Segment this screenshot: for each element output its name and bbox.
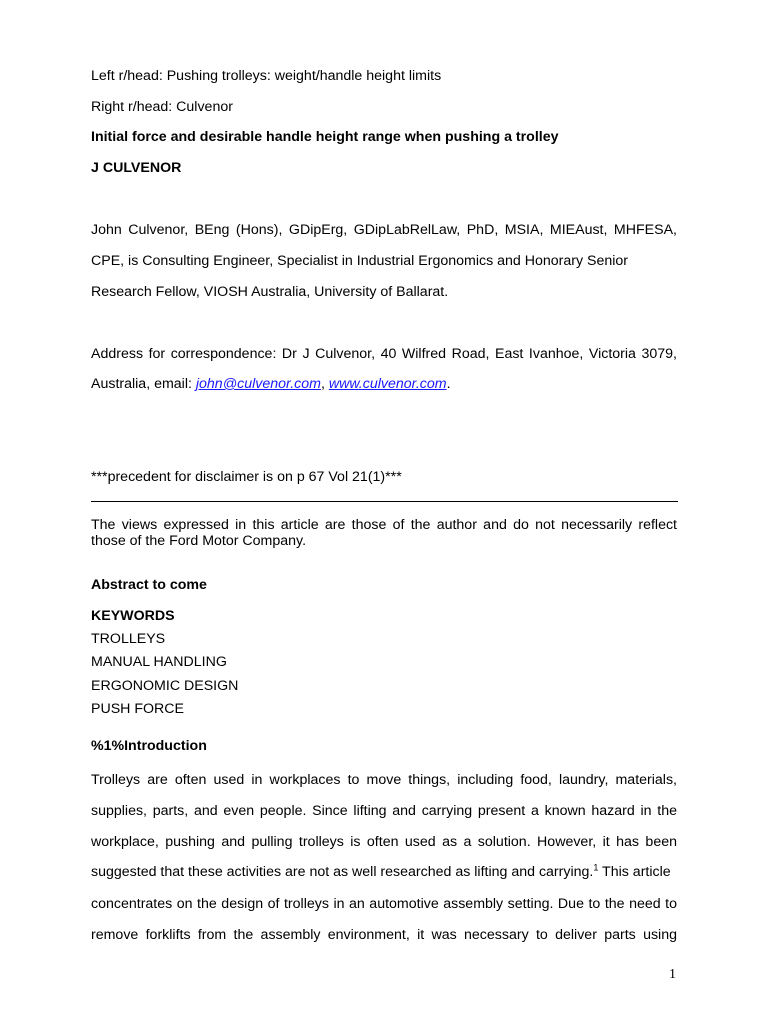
disclaimer-line-1: The views expressed in this article are those of the author and do not necessarily reflect xyxy=(91,517,677,533)
page-number: 1 xyxy=(669,967,676,982)
keyword-item: ERGONOMIC DESIGN xyxy=(91,678,239,694)
address-line-2 xyxy=(91,375,451,393)
footnote-reference: 1 xyxy=(593,862,599,873)
address-suffix: . xyxy=(446,376,451,392)
intro-line-4-text: suggested that these activities are not as well researched as lifting and carrying. xyxy=(91,864,594,880)
email-link[interactable]: john@culvenor.com xyxy=(195,376,321,392)
intro-line-1: Trolleys are often used in workplaces to move things, including food, laundry, materials, xyxy=(91,772,677,788)
bio-line-3: Research Fellow, VIOSH Australia, University of Ballarat. xyxy=(91,284,449,300)
right-running-head: Right r/head: Culvenor xyxy=(91,99,233,115)
address-prefix: Australia, email: xyxy=(91,376,196,392)
intro-line-4-tail: This article xyxy=(598,864,671,880)
section-heading: %1%Introduction xyxy=(91,738,207,754)
intro-line-6: remove forklifts from the assembly environment, it was necessary to deliver parts using xyxy=(91,927,677,943)
bio-line-1: John Culvenor, BEng (Hons), GDipErg, GDipLabRelLaw, PhD, MSIA, MIEAust, MHFESA, xyxy=(91,222,677,238)
intro-line-2: supplies, parts, and even people. Since lifting and carrying present a known hazard in the xyxy=(91,803,677,819)
keyword-item: TROLLEYS xyxy=(91,631,166,647)
keyword-item: MANUAL HANDLING xyxy=(91,654,227,670)
website-link[interactable]: www.culvenor.com xyxy=(328,376,447,392)
abstract-heading: Abstract to come xyxy=(91,577,207,593)
article-title: Initial force and desirable handle height range when pushing a trolley xyxy=(91,129,559,145)
keywords-heading: KEYWORDS xyxy=(91,608,175,624)
intro-line-4 xyxy=(91,863,671,881)
author-name: J CULVENOR xyxy=(91,160,182,176)
left-running-head: Left r/head: Pushing trolleys: weight/handle height limits xyxy=(91,68,442,84)
disclaimer-line-2: those of the Ford Motor Company. xyxy=(91,533,307,549)
keyword-item: PUSH FORCE xyxy=(91,701,185,717)
bio-line-2: CPE, is Consulting Engineer, Specialist in Industrial Ergonomics and Honorary Senior xyxy=(91,253,629,269)
intro-line-3: workplace, pushing and pulling trolleys is often used as a solution. However, it has been xyxy=(91,834,677,850)
horizontal-rule xyxy=(91,501,678,502)
address-separator: , xyxy=(320,376,329,392)
disclaimer-note: ***precedent for disclaimer is on p 67 Vol 21(1)*** xyxy=(91,469,402,485)
address-line-1: Address for correspondence: Dr J Culvenor, 40 Wilfred Road, East Ivanhoe, Victoria 3079, xyxy=(91,346,677,362)
intro-line-5: concentrates on the design of trolleys in an automotive assembly setting. Due to the need to xyxy=(91,896,677,912)
